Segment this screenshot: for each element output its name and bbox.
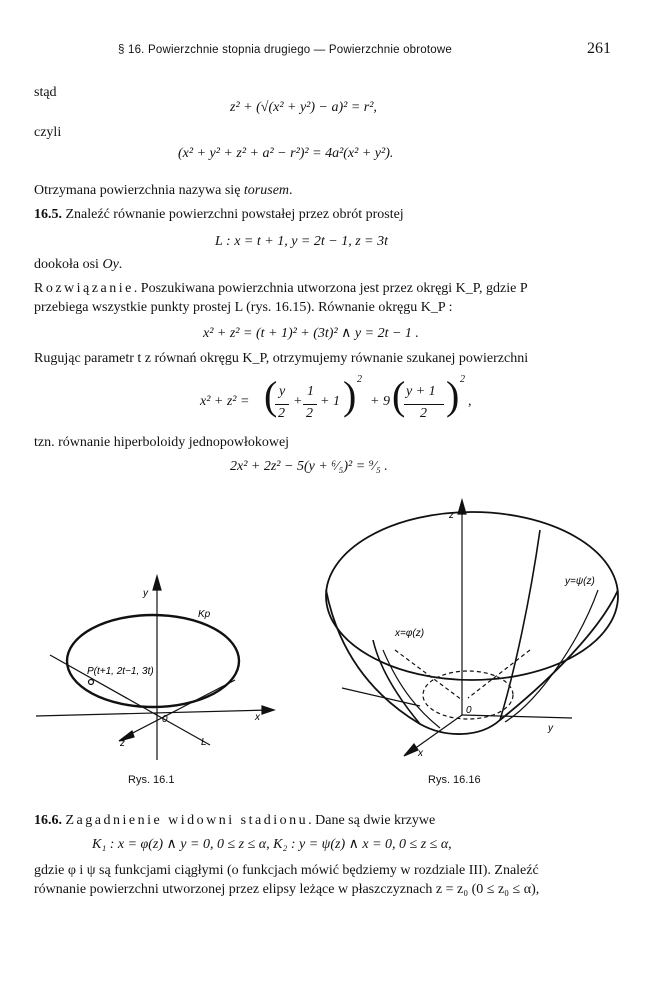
fig2-base-line (342, 688, 420, 706)
rugujac-line: Rugując parametr t z równań okręgu K_P, otrzymujemy równanie szukanej powierzchni (34, 351, 529, 366)
fig2-label-phi: x=φ(z) (395, 628, 425, 639)
torus-sentence-end: . (289, 183, 293, 198)
fig1-label-kp: Kp (198, 609, 211, 620)
equation-1: z² + (√(x² + y²) − a)² = r², (230, 100, 377, 115)
frac3-num: y + 1 (406, 384, 436, 399)
exponent-2a: 2 (357, 374, 362, 385)
fig2-curve-phi (373, 640, 420, 724)
fig2-label-z: z (449, 510, 454, 521)
rozwiazanie-line-2: przebiega wszystkie punkty prostej L (rys. 16.15). Równanie okręgu K_P : (34, 300, 453, 315)
fig2-z-arrow (458, 500, 466, 514)
fig2-y-axis (462, 715, 572, 718)
page-number: 261 (587, 40, 611, 57)
eq-surface-mid: + 1 (320, 394, 340, 409)
frac2-num: 1 (307, 384, 314, 399)
paren-right-2: ) (446, 373, 460, 418)
problem-text-16-6: . Dane są dwie krzywe (308, 813, 436, 828)
gdzie-line: gdzie φ i ψ są funkcjami ciągłymi (o funkcjach mówić będziemy w rozdziale III). Znaleźć (34, 863, 539, 878)
text-czyli: czyli (34, 125, 62, 140)
paren-left: ( (264, 373, 278, 418)
equation-2: (x² + y² + z² + a² − r²)² = 4a²(x² + y²). (178, 146, 394, 161)
fig2-rim (326, 512, 618, 680)
exponent-2b: 2 (460, 374, 465, 385)
eq-surface-lhs: x² + z² = (200, 394, 250, 409)
equation-L: L : x = t + 1, y = 2t − 1, z = 3t (215, 234, 388, 249)
eq-surface-tail: , (468, 394, 472, 409)
paren-right: ) (343, 373, 357, 418)
fig1-label-point: P(t+1, 2t−1, 3t) (87, 666, 154, 677)
fig1-label-x: x (255, 712, 260, 723)
fig2-label-origin: 0 (466, 705, 472, 716)
running-title: § 16. Powierzchnie stopnia drugiego — Powierzchnie obrotowe (118, 44, 452, 56)
problem-title-16-6: Zagadnienie widowni stadionu (65, 813, 309, 828)
fig2-dashed-1 (395, 650, 462, 700)
text-stad: stąd (34, 85, 57, 100)
fig2-dashed-2 (468, 650, 530, 698)
problem-text: Znaleźć równanie powierzchni powstałej przez obrót prostej (62, 207, 404, 222)
problem-16-6 (34, 812, 435, 830)
frac1-num: y (279, 384, 286, 399)
fig1-caption: Rys. 16.1 (128, 774, 175, 786)
fig1-label-L: L (201, 737, 207, 748)
torus-term: torusem (243, 183, 290, 198)
fig2-label-y: y (548, 723, 553, 734)
fig2-caption: Rys. 16.16 (428, 774, 481, 786)
equation-K1-K2: K₁ : x = φ(z) ∧ y = 0, 0 ≤ z ≤ α, K₂ : y = ψ(z) ∧ x = 0, 0 ≤ z ≤ α, (92, 837, 452, 852)
fig1-label-y: y (143, 588, 148, 599)
eq-surface-plus9: + 9 (370, 394, 390, 409)
torus-sentence-text: Otrzymana powierzchnia nazywa się (34, 183, 244, 198)
fig2-curve-psi-2 (505, 590, 598, 722)
dokola-end: . (118, 257, 123, 272)
plus-sign: + (293, 394, 303, 409)
equation-hyperboloid: 2x² + 2z² − 5(y + ⁶⁄₅)² = ⁹⁄₅ . (230, 459, 388, 474)
dokola-text: dookoła osi (34, 257, 103, 272)
fig2-label-x: x (418, 748, 423, 759)
fig2-x-arrow (404, 744, 418, 756)
rozwiazanie-word: Rozwiązanie (34, 281, 134, 296)
rownanie-line: równanie powierzchni utworzonej przez elipsy leżące w płaszczyznach z = z₀ (0 ≤ z₀ ≤ α), (34, 882, 540, 897)
fig2-label-psi: y=ψ(z) (565, 576, 595, 587)
fig1-label-origin: 0 (162, 714, 168, 725)
tzn-line: tzn. równanie hiperboloidy jednopowłokowej (34, 435, 290, 450)
frac1-den: 2 (278, 406, 285, 421)
frac2-den: 2 (306, 406, 313, 421)
frac3-den: 2 (420, 406, 427, 421)
fig1-label-z: z (120, 738, 125, 749)
equation-circle: x² + z² = (t + 1)² + (3t)² ∧ y = 2t − 1 . (203, 326, 419, 341)
problem-number: 16.5. (34, 207, 62, 222)
paren-left-2: ( (392, 373, 406, 418)
rozwiazanie-text: . Poszukiwana powierzchnia utworzona jest przez okręgi K_P, gdzie P (133, 281, 528, 296)
fig2-curve-phi-2 (383, 650, 440, 728)
fig2-bowl (326, 590, 618, 734)
problem-number-16-6: 16.6. (34, 813, 62, 828)
axis-name: Oy (102, 257, 119, 272)
